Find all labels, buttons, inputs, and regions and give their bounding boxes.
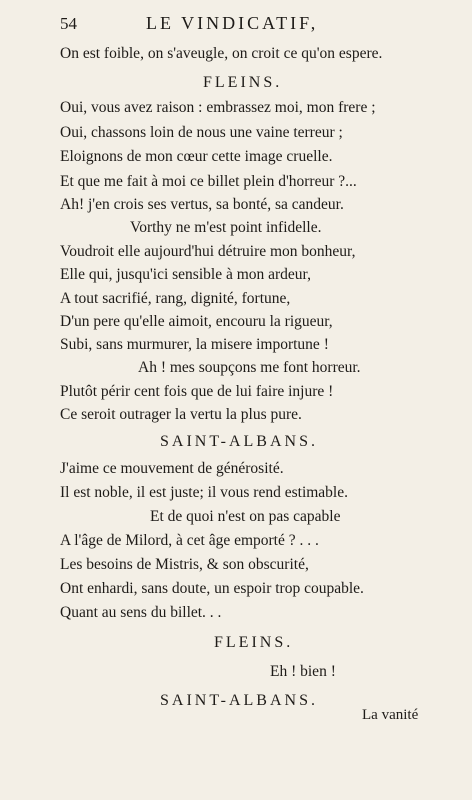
speaker-name: FLEINS. — [214, 634, 294, 651]
verse-line: Eloignons de mon cœur cette image cruelle. — [60, 148, 333, 165]
speaker-name: SAINT-ALBANS. — [160, 692, 318, 709]
verse-line: A l'âge de Milord, à cet âge emporté ? . . . — [60, 532, 319, 549]
verse-line: Ah ! mes soupçons me font horreur. — [138, 359, 361, 376]
verse-line: J'aime ce mouvement de générosité. — [60, 460, 284, 477]
catchword: La vanité — [362, 707, 419, 723]
verse-line: Oui, chassons loin de nous une vaine terreur ; — [60, 124, 343, 141]
verse-line: Ah! j'en crois ses vertus, sa bonté, sa candeur. — [60, 196, 344, 213]
verse-line: On est foible, on s'aveugle, on croit ce qu'on espere. — [60, 45, 383, 62]
speaker-name: FLEINS. — [203, 74, 283, 91]
verse-line: Plutôt périr cent fois que de lui faire injure ! — [60, 383, 334, 400]
verse-line: A tout sacrifié, rang, dignité, fortune, — [60, 290, 291, 307]
verse-line: Et que me fait à moi ce billet plein d'horreur ?... — [60, 173, 357, 190]
verse-line: Et de quoi n'est on pas capable — [150, 508, 341, 525]
verse-line: Subi, sans murmurer, la misere importune ! — [60, 336, 329, 353]
verse-line: Oui, vous avez raison : embrassez moi, mon frere ; — [60, 99, 376, 116]
verse-line: Voudroit elle aujourd'hui détruire mon bonheur, — [60, 243, 356, 260]
verse-line: Ont enhardi, sans doute, un espoir trop coupable. — [60, 580, 364, 597]
verse-line: Ce seroit outrager la vertu la plus pure. — [60, 406, 302, 423]
verse-line: Vorthy ne m'est point infidelle. — [130, 219, 322, 236]
verse-line: Il est noble, il est juste; il vous rend estimable. — [60, 484, 348, 501]
page-number: 54 — [60, 14, 77, 33]
verse-line: Eh ! bien ! — [270, 663, 336, 680]
verse-line: Les besoins de Mistris, & son obscurité, — [60, 556, 309, 573]
running-title: LE VINDICATIF, — [146, 13, 319, 33]
speaker-name: SAINT-ALBANS. — [160, 433, 318, 450]
verse-line: Elle qui, jusqu'ici sensible à mon ardeur, — [60, 266, 311, 283]
verse-line: D'un pere qu'elle aimoit, encouru la rigueur, — [60, 313, 333, 330]
page-header — [60, 14, 460, 36]
verse-line: Quant au sens du billet. . . — [60, 604, 222, 621]
